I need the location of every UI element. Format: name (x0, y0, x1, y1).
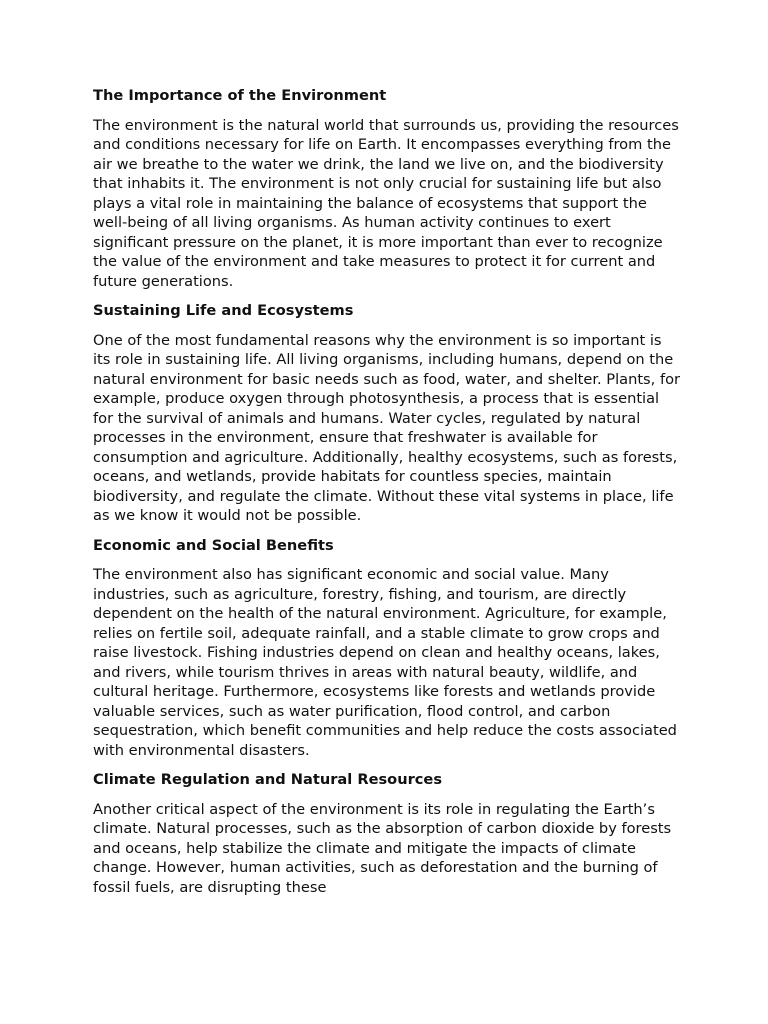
section-paragraph-economic-social: The environment also has significant economic and social value. Many industries, such as agriculture, forestry, fishing, and tourism, are directly dependent on the health of the natural environment. Agriculture, for example, relies on fertile soil, adequate rainfall, and a stable climate to grow crops and raise livestock. Fishing industries depend on clean and healthy oceans, lakes, and rivers, while tourism thrives in areas with natural beauty, wildlife, and cultural heritage. Furthermore, ecosystems like forests and wetlands provide valuable services, such as water purification, flood control, and carbon sequestration, which benefit communities and help reduce the costs associated with environmental disasters. (93, 566, 677, 759)
section-heading-importance: The Importance of the Environment (93, 87, 387, 104)
section-paragraph-sustaining-life: One of the most fundamental reasons why the environment is so important is its role in sustaining life. All living organisms, including humans, depend on the natural environment for basic needs such as food, water, and shelter. Plants, for example, produce oxygen through photosynthesis, a process that is essential for the survival of animals and humans. Water cycles, regulated by natural processes in the environment, ensure that freshwater is available for consumption and agriculture. Additionally, healthy ecosystems, such as forests, oceans, and wetlands, provide habitats for countless species, maintain biodiversity, and regulate the climate. Without these vital systems in place, life as we know it would not be possible. (93, 331, 681, 524)
section-paragraph-climate: Another critical aspect of the environment is its role in regulating the Earth’s climate. Natural processes, such as the absorption of carbon dioxide by forests and oceans, help stabilize the climate and mitigate the impacts of climate change. However, human activities, such as deforestation and the burning of fossil fuels, are disrupting these (93, 800, 672, 896)
section-heading-sustaining-life: Sustaining Life and Ecosystems (93, 302, 354, 319)
section-heading-economic-social: Economic and Social Benefits (93, 536, 334, 554)
document-page (93, 86, 683, 907)
section-heading-climate: Climate Regulation and Natural Resources (93, 771, 443, 788)
section-paragraph-importance: The environment is the natural world that surrounds us, providing the resources and conditions necessary for life on Earth. It encompasses everything from the air we breathe to the water we drink, the land we live on, and the biodiversity that inhabits it. The environment is not only crucial for sustaining life but also plays a vital role in maintaining the balance of ecosystems that support the well-being of all living organisms. As human activity continues to exert significant pressure on the planet, it is more important than ever to recognize the value of the environment and take measures to protect it for current and future generations. (93, 116, 679, 290)
